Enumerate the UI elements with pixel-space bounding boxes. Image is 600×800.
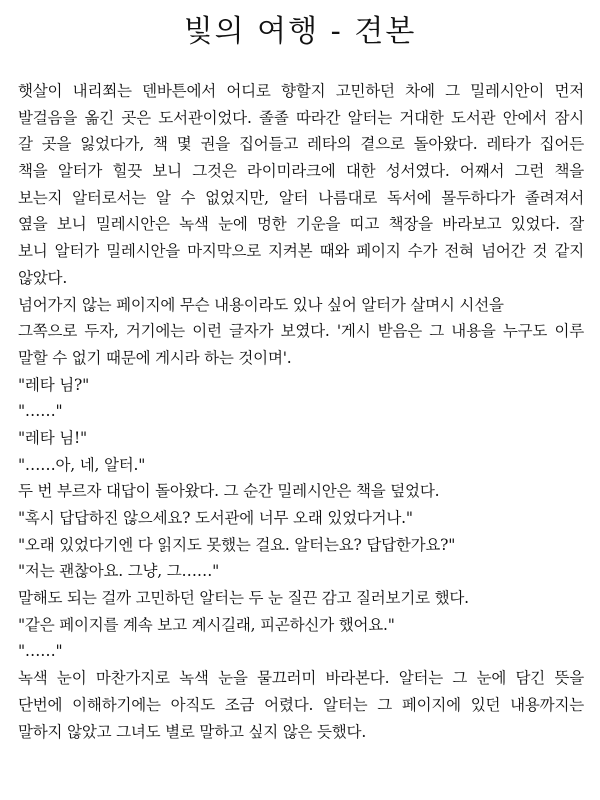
text-line: "혹시 답답하진 않으세요? 도서관에 너무 오래 있었다거나." [18,509,413,527]
text-line: "……아, 네, 알터." [18,455,146,474]
text-line: "저는 괜찮아요. 그냥, 그……" [18,562,220,581]
text-line: "오래 있었다기엔 다 읽지도 못했는 걸요. 알터는요? 답답한가요?" [18,535,456,554]
text-line: "……" [18,402,63,421]
text-line: 발걸음을 옮긴 곳은 도서관이었다. 졸졸 따라간 알터는 거대한 도서관 안에서 잠시 [18,108,584,127]
text-line: 말할 수 없기 때문에 게시라 하는 것이며'. [18,348,292,367]
text-line: 말하지 않았고 그녀도 별로 말하고 싶지 않은 듯했다. [18,722,367,741]
text-line: 않았다. [18,268,68,287]
story-body [18,78,584,745]
text-line: 넘어가지 않는 페이지에 무슨 내용이라도 있나 싶어 알터가 살며시 시선을 [18,295,504,314]
text-line: 보니 알터가 밀레시안을 마지막으로 지켜본 때와 페이지 수가 전혀 넘어간 것 같지 [18,242,584,261]
text-line: 말해도 되는 걸까 고민하던 알터는 두 눈 질끈 감고 질러보기로 했다. [18,589,469,608]
text-line: "……" [18,642,63,661]
text-line: 녹색 눈이 마찬가지로 녹색 눈을 물끄러미 바라본다. 알터는 그 눈에 담긴 뜻을 [18,669,584,688]
document-title: 빛의 여행 - 견본 [183,14,417,49]
text-line: "같은 페이지를 계속 보고 계시길래, 피곤하신가 했어요." [18,615,395,634]
text-line: 보는지 알터로서는 알 수 없었지만, 알터 나름대로 독서에 몰두하다가 졸려져서 [18,188,584,207]
text-line: 그쪽으로 두자, 거기에는 이런 글자가 보였다. '게시 받음은 그 내용을 누구도 이루 [18,322,584,341]
text-line: 옆을 보니 밀레시안은 녹색 눈에 멍한 기운을 띠고 책장을 바라보고 있었다. 잘 [18,215,584,234]
text-line: "레타 님?" [18,375,90,394]
text-line: 햇살이 내리쬐는 덴바튼에서 어디로 향할지 고민하던 차에 그 밀레시안이 먼저 [18,82,585,100]
text-line: "레타 님!" [18,428,87,447]
text-line: 갈 곳을 잃었다가, 책 몇 권을 집어들고 레타의 곁으로 돌아왔다. 레타가 집어든 [18,135,584,154]
text-line: 두 번 부르자 대답이 돌아왔다. 그 순간 밀레시안은 책을 덮었다. [18,482,440,501]
text-line: 책을 알터가 힐끗 보니 그것은 라이미라크에 대한 성서였다. 어째서 그런 책을 [18,162,584,181]
text-line: 단번에 이해하기에는 아직도 조금 어렸다. 알터는 그 페이지에 있던 내용까지는 [18,695,584,714]
